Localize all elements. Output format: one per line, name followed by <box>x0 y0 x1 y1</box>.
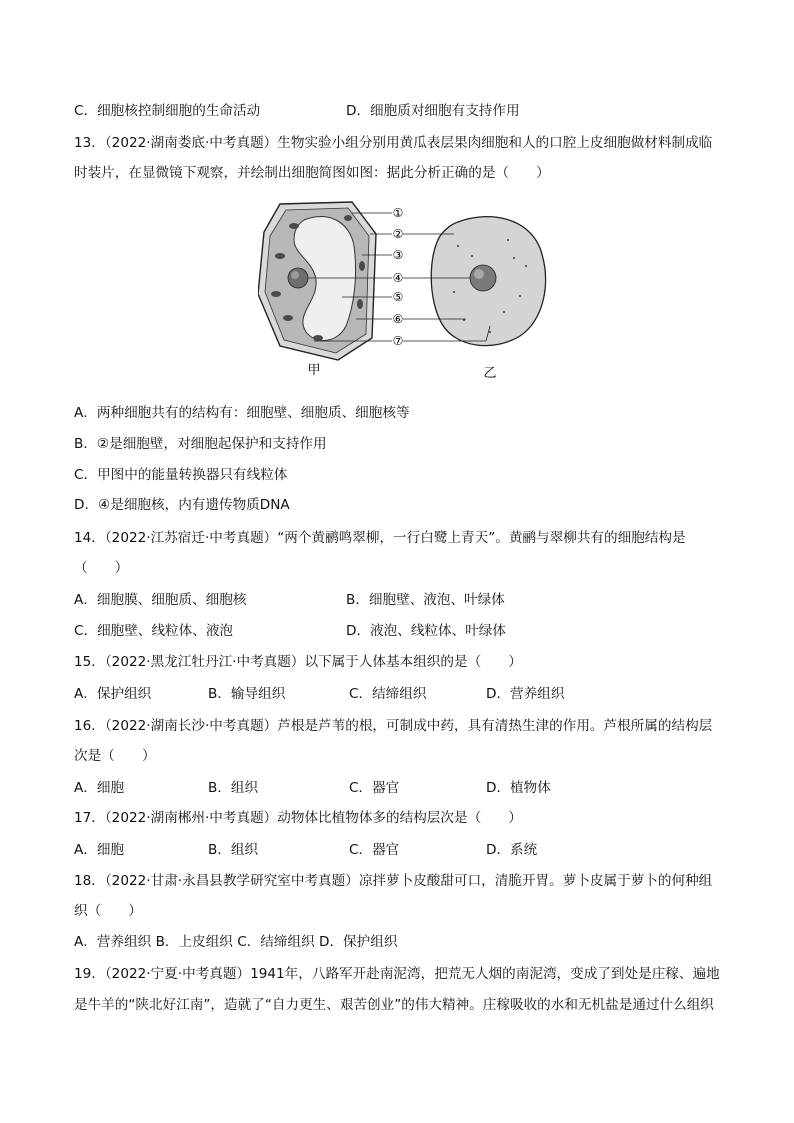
q19-stem-line2: 是牛羊的“陕北好江南”，造就了“自力更生、艰苦创业”的伟大精神。庄稼吸收的水和无机盐是通过什么组织 <box>74 997 714 1013</box>
q13-stem-line2: 时装片，在显微镜下观察，并绘制出细胞简图如图：据此分析正确的是（ ） <box>74 165 550 181</box>
q17-stem: 17．（2022·湖南郴州·中考真题）动物体比植物体多的结构层次是（ ） <box>74 810 522 826</box>
q15-option-c: C．结缔组织 <box>349 686 427 702</box>
q14-stem-line1: 14．（2022·江苏宿迁·中考真题）“两个黄鹂鸣翠柳，一行白鹭上青天”。黄鹂与翠柳共有的细胞结构是 <box>74 530 686 546</box>
q14-option-b: B．细胞壁、液泡、叶绿体 <box>346 592 505 608</box>
q15-stem: 15．（2022·黑龙江牡丹江·中考真题）以下属于人体基本组织的是（ ） <box>74 654 522 670</box>
q14-stem-line2: （ ） <box>74 560 129 576</box>
q17-option-a: A．细胞 <box>74 842 125 858</box>
q17-option-b: B．组织 <box>208 842 259 858</box>
chloroplast <box>357 299 363 309</box>
label-7: ⑦ <box>392 334 404 348</box>
q17-option-d: D．系统 <box>486 842 538 858</box>
q16-option-b: B．组织 <box>208 780 259 796</box>
q16-stem-line2: 次是（ ） <box>74 748 156 764</box>
q15-option-d: D．营养组织 <box>486 686 565 702</box>
q17-option-c: C．器官 <box>349 842 400 858</box>
label-1: ① <box>392 206 404 220</box>
q14-option-c: C．细胞壁、线粒体、液泡 <box>74 623 234 639</box>
q16-stem-line1: 16．（2022·湖南长沙·中考真题）芦根是芦苇的根，可制成中药，具有清热生津的作用。芦根所属的结构层 <box>74 718 713 734</box>
q16-option-d: D．植物体 <box>486 780 551 796</box>
plant-nucleus <box>288 268 308 288</box>
label-5: ⑤ <box>392 290 404 304</box>
animal-nucleus <box>470 265 496 291</box>
label-6: ⑥ <box>392 312 404 326</box>
label-2: ② <box>392 227 404 241</box>
q13-option-c: C．甲图中的能量转换器只有线粒体 <box>74 467 288 483</box>
q18-stem-line2: 织（ ） <box>74 903 142 919</box>
chloroplast <box>359 261 365 271</box>
q18-options: A．营养组织 B．上皮组织 C．结缔组织 D．保护组织 <box>74 934 398 950</box>
q13-option-d: D．④是细胞核，内有遗传物质DNA <box>74 497 290 513</box>
q13-option-a: A．两种细胞共有的结构有：细胞壁、细胞质、细胞核等 <box>74 405 410 421</box>
q18-stem-line1: 18．（2022·甘肃·永昌县教学研究室中考真题）凉拌萝卜皮酸甜可口，清脆开胃。萝卜皮属于萝卜的何种组 <box>74 873 713 889</box>
label-4: ④ <box>392 271 404 285</box>
q16-option-c: C．器官 <box>349 780 400 796</box>
caption-jia: 甲 <box>307 363 321 378</box>
q12-option-d: D．细胞质对细胞有支持作用 <box>346 103 520 119</box>
q16-option-a: A．细胞 <box>74 780 125 796</box>
q19-stem-line1: 19．（2022·宁夏·中考真题）1941年，八路军开赴南泥湾，把荒无人烟的南泥湾，变成了到处是庄稼、遍地 <box>74 966 720 982</box>
cell-diagram <box>258 196 558 381</box>
q13-stem-line1: 13．（2022·湖南娄底·中考真题）生物实验小组分别用黄瓜表层果肉细胞和人的口腔上皮细胞做材料制成临 <box>74 135 713 151</box>
q15-option-a: A．保护组织 <box>74 686 152 702</box>
chloroplast <box>289 223 299 229</box>
label-3: ③ <box>392 248 404 262</box>
q13-option-b: B．②是细胞壁，对细胞起保护和支持作用 <box>74 436 327 452</box>
q14-option-d: D．液泡、线粒体、叶绿体 <box>346 623 506 639</box>
chloroplast <box>275 253 285 259</box>
chloroplast <box>271 291 281 297</box>
q12-option-c: C．细胞核控制细胞的生命活动 <box>74 103 261 119</box>
q15-option-b: B．输导组织 <box>208 686 286 702</box>
caption-yi: 乙 <box>483 366 497 381</box>
chloroplast <box>313 335 323 341</box>
q14-option-a: A．细胞膜、细胞质、细胞核 <box>74 592 247 608</box>
chloroplast <box>344 215 352 221</box>
chloroplast <box>283 315 293 321</box>
